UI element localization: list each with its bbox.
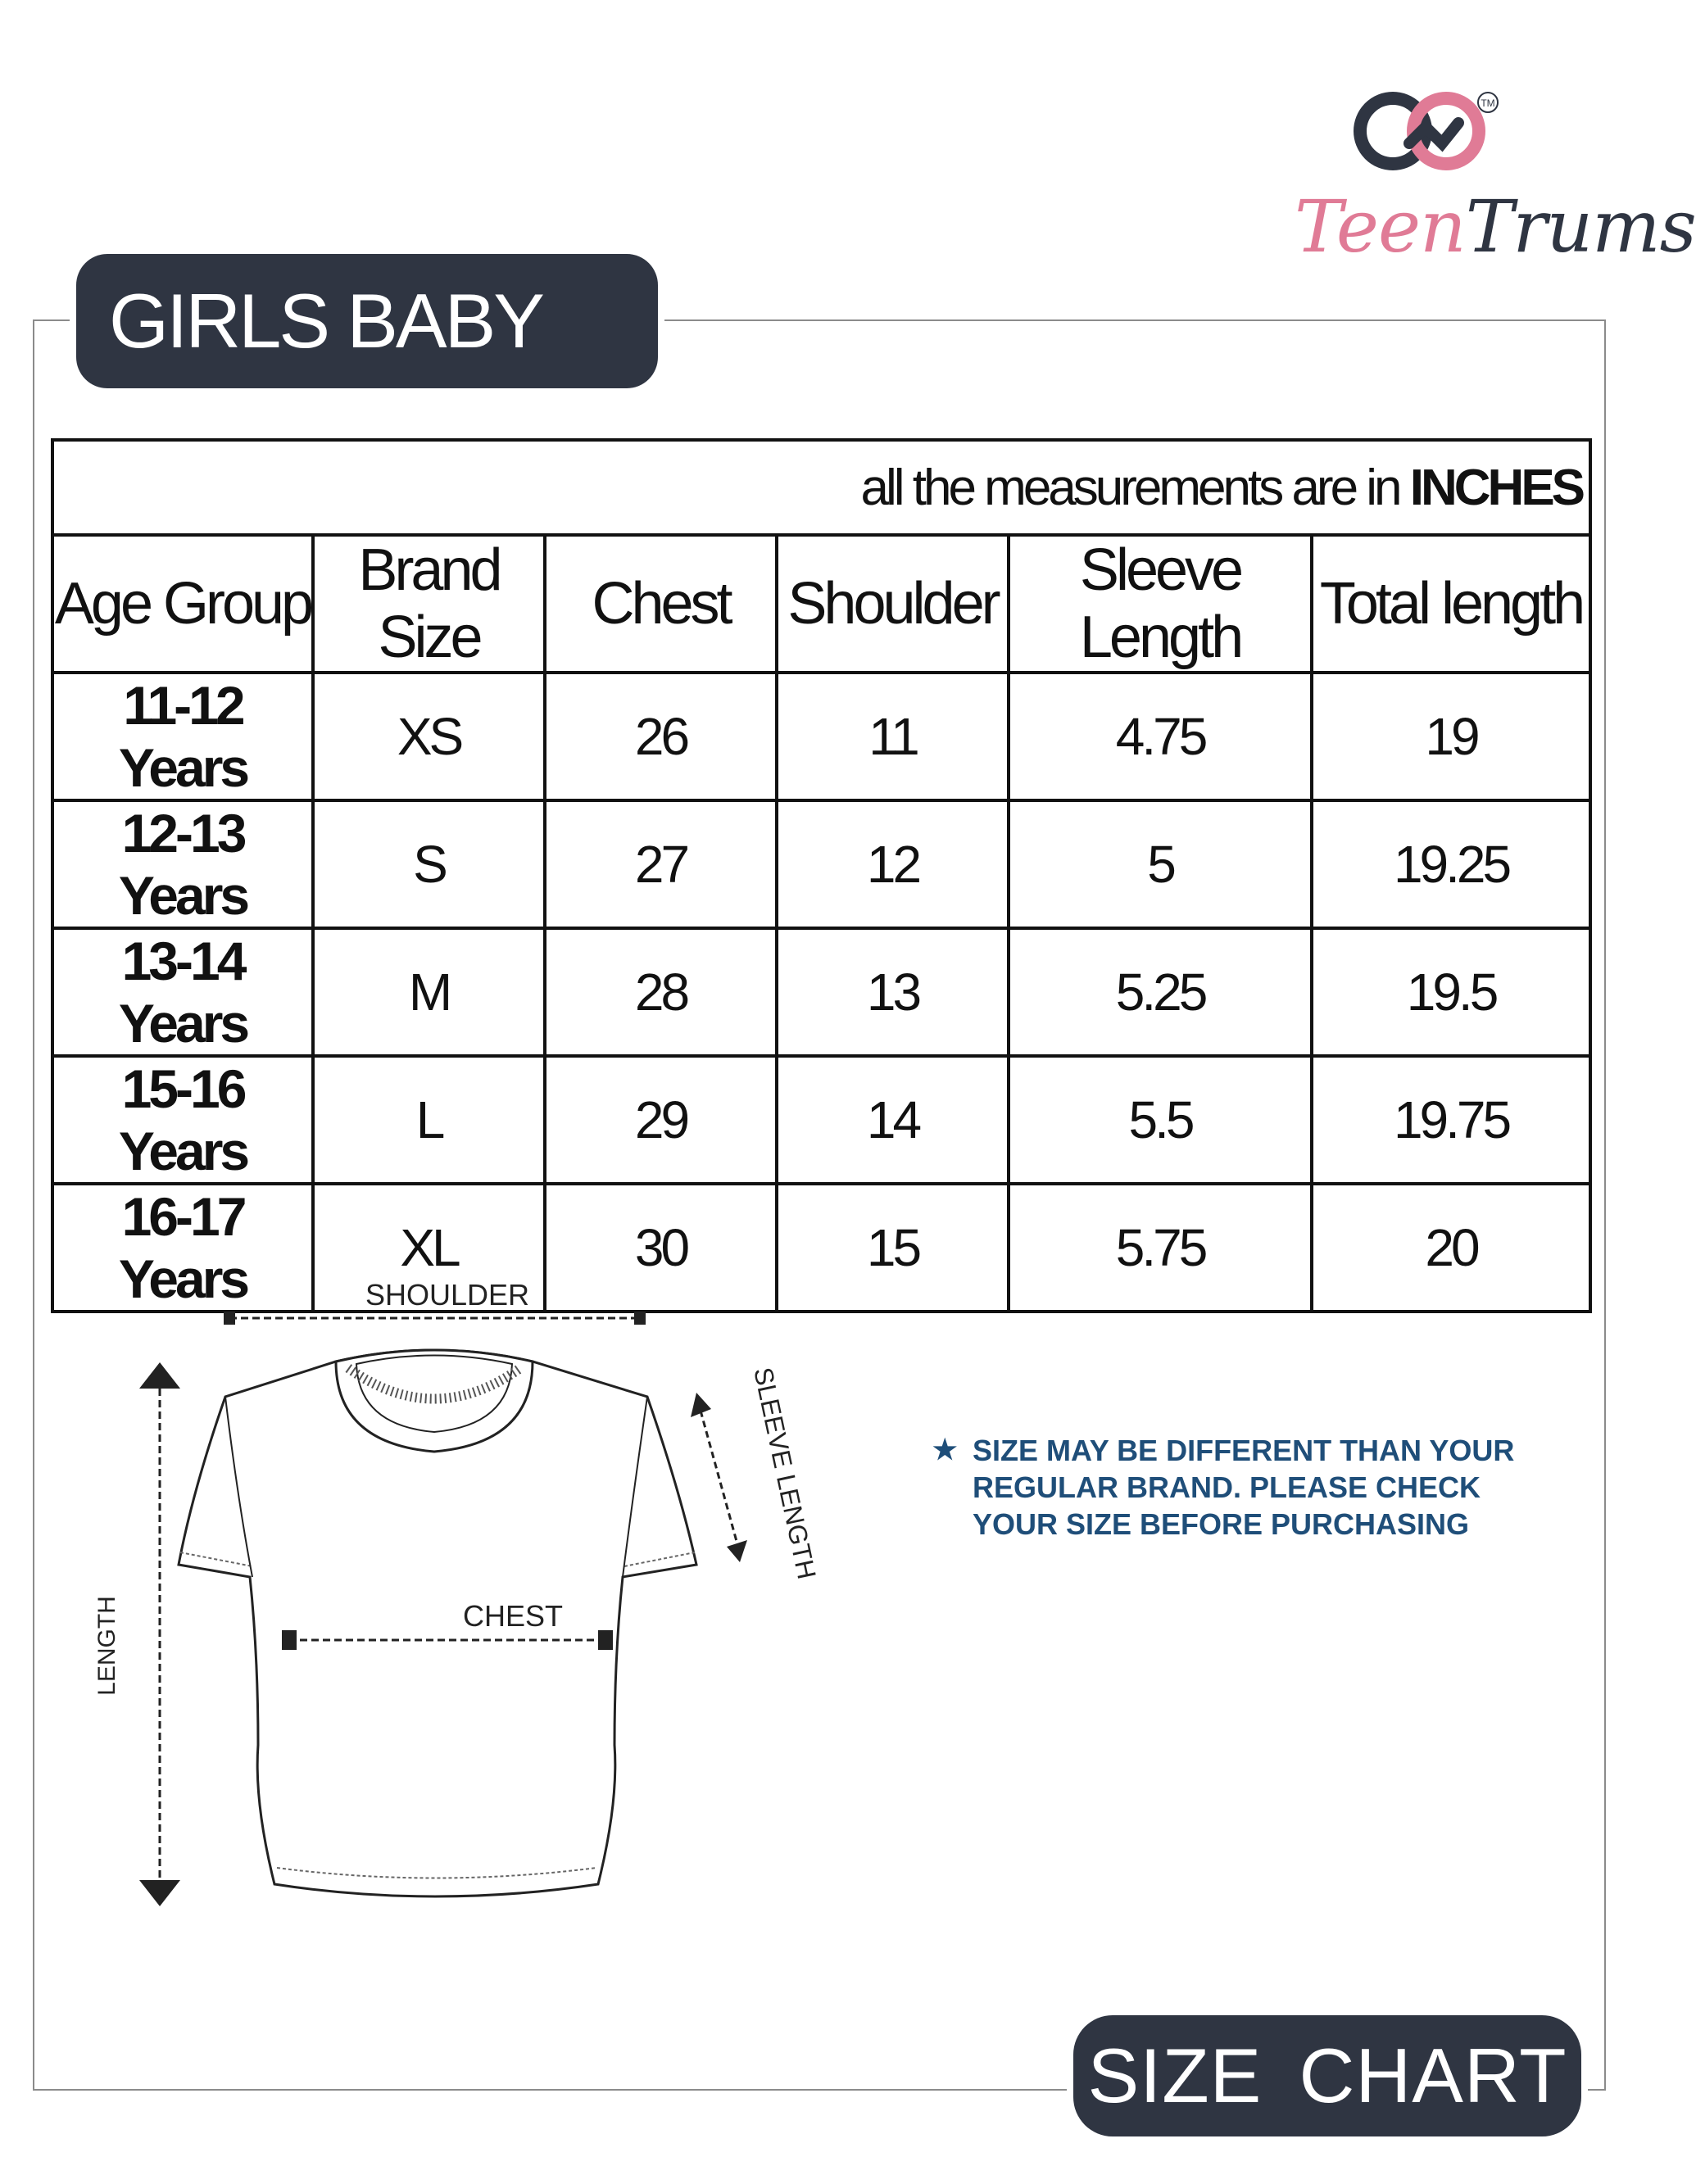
age-group-cell: 11-12 Years — [52, 673, 313, 800]
brand-size-cell: XL — [313, 1184, 545, 1312]
measurement-note-row — [52, 440, 1590, 535]
chest-cell: 26 — [545, 673, 777, 800]
measurement-diagram — [90, 1262, 828, 1917]
age-group-cell: 12-13 Years — [52, 800, 313, 928]
sleeve-length-cell: 5.25 — [1009, 928, 1312, 1056]
notice-line: REGULAR BRAND. PLEASE CHECK — [973, 1470, 1481, 1504]
brand-size-cell: XS — [313, 673, 545, 800]
total-length-cell: 19 — [1312, 673, 1590, 800]
shoulder-cell: 12 — [777, 800, 1009, 928]
column-header: Age Group — [52, 535, 313, 673]
chest-cell: 27 — [545, 800, 777, 928]
column-header: Total length — [1312, 535, 1590, 673]
table-row — [52, 1056, 1590, 1184]
chest-label: CHEST — [463, 1599, 564, 1633]
sleeve-length-cell: 5.5 — [1009, 1056, 1312, 1184]
sleeve-length-cell: 4.75 — [1009, 673, 1312, 800]
page-title: GIRLS BABY TEE — [76, 254, 658, 388]
brand-name-teen: Teen — [1295, 184, 1466, 269]
notice-line: YOUR SIZE BEFORE PURCHASING — [973, 1507, 1470, 1541]
total-length-cell: 19.5 — [1312, 928, 1590, 1056]
chest-cell: 30 — [545, 1184, 777, 1312]
brand-size-cell: M — [313, 928, 545, 1056]
footer-title: SIZE CHART — [1073, 2015, 1581, 2136]
trademark-mark: TM — [1481, 97, 1495, 109]
size-table — [51, 438, 1592, 1313]
length-label: LENGTH — [93, 1596, 120, 1696]
chest-cell: 29 — [545, 1056, 777, 1184]
brand-size-cell: S — [313, 800, 545, 928]
shoulder-cell: 11 — [777, 673, 1009, 800]
size-notice — [934, 1432, 1557, 1543]
total-length-cell: 19.75 — [1312, 1056, 1590, 1184]
notice-line: SIZE MAY BE DIFFERENT THAN YOUR — [973, 1434, 1515, 1467]
table-header-row — [52, 535, 1590, 673]
logo-mark-icon — [1286, 86, 1598, 184]
measurement-note — [52, 440, 1590, 535]
table-row — [52, 673, 1590, 800]
age-group-cell: 16-17 Years — [52, 1184, 313, 1312]
shoulder-cell: 13 — [777, 928, 1009, 1056]
table-row — [52, 800, 1590, 928]
chest-cell: 28 — [545, 928, 777, 1056]
age-group-cell: 13-14 Years — [52, 928, 313, 1056]
sleeve-length-cell: 5.75 — [1009, 1184, 1312, 1312]
measurement-unit: INCHES — [1409, 459, 1583, 516]
age-group-cell: 15-16 Years — [52, 1056, 313, 1184]
brand-size-cell: L — [313, 1056, 545, 1184]
brand-name-trums: Trums — [1465, 184, 1696, 269]
shoulder-cell: 14 — [777, 1056, 1009, 1184]
table-row — [52, 928, 1590, 1056]
shoulder-cell: 15 — [777, 1184, 1009, 1312]
tshirt-outline-icon — [90, 1262, 828, 1917]
brand-wordmark — [1295, 184, 1696, 269]
column-header: Brand Size — [313, 535, 545, 673]
sleeve-length-label: SLEEVE LENGTH — [748, 1364, 823, 1582]
star-icon: ★ — [932, 1434, 958, 1466]
brand-logo — [1286, 86, 1696, 274]
measurement-note-text: all the measurements are in — [860, 459, 1410, 516]
shoulder-label: SHOULDER — [365, 1278, 530, 1312]
total-length-cell: 19.25 — [1312, 800, 1590, 928]
column-header: Chest — [545, 535, 777, 673]
column-header: Shoulder — [777, 535, 1009, 673]
column-header: Sleeve Length — [1009, 535, 1312, 673]
sleeve-length-cell: 5 — [1009, 800, 1312, 928]
total-length-cell: 20 — [1312, 1184, 1590, 1312]
